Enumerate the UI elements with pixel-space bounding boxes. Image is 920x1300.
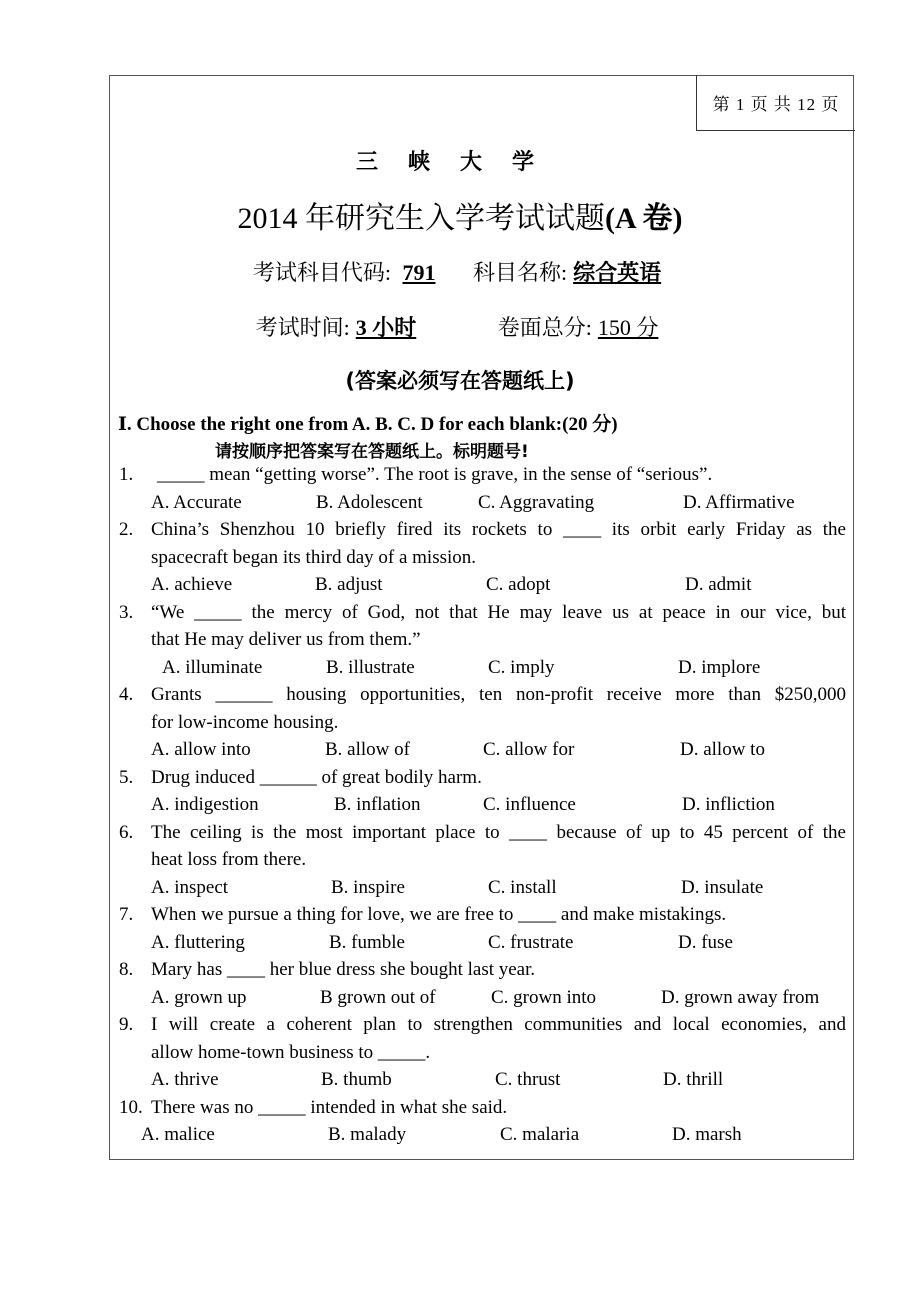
answer-option: D. allow to bbox=[680, 739, 765, 760]
answer-note: (答案必须写在答题纸上) bbox=[345, 369, 575, 393]
question-number: 8. bbox=[119, 959, 134, 980]
question-text: I will create a coherent plan to strengthen communities and local economies, and bbox=[151, 1014, 846, 1035]
total-label: 卷面总分: bbox=[497, 315, 592, 340]
answer-option: C. frustrate bbox=[488, 931, 574, 953]
total-value: 150 分 bbox=[597, 315, 659, 340]
time-label: 考试时间: bbox=[255, 315, 350, 340]
answer-option: D. thrill bbox=[663, 1069, 724, 1090]
answer-option: A. fluttering bbox=[151, 931, 245, 953]
answer-option: C. malaria bbox=[500, 1124, 580, 1145]
question-text: _____ mean “getting worse”. The root is grave, in the sense of “serious”. bbox=[157, 464, 713, 485]
question-text: There was no _____ intended in what she said. bbox=[151, 1096, 508, 1118]
page-indicator: 第 1 页 共 12 页 bbox=[696, 75, 855, 131]
subject-name-label: 科目名称: bbox=[472, 260, 568, 285]
exam-meta bbox=[0, 311, 920, 342]
time-value: 3 小时 bbox=[355, 315, 417, 340]
answer-option: B. inflation bbox=[334, 794, 421, 815]
answer-option: C. imply bbox=[488, 656, 555, 678]
exam-paper-label: (A 卷) bbox=[605, 202, 683, 235]
question-number: 9. bbox=[119, 1014, 134, 1035]
answer-option: A. grown up bbox=[151, 986, 247, 1008]
answer-option: D. implore bbox=[678, 656, 761, 678]
question-text: Mary has ____ her blue dress she bought last year. bbox=[151, 959, 536, 980]
exam-title bbox=[0, 193, 920, 237]
answer-option: B. inspire bbox=[331, 876, 405, 898]
question-text: for low-income housing. bbox=[151, 711, 339, 733]
question-number: 5. bbox=[119, 766, 134, 788]
answer-option: D. grown away from bbox=[661, 986, 820, 1008]
answer-option: C. allow for bbox=[483, 739, 575, 760]
answer-option: D. Affirmative bbox=[683, 491, 795, 513]
question-text: “We _____ the mercy of God, not that He may leave us at peace in our vice, but bbox=[151, 601, 846, 623]
question-text: When we pursue a thing for love, we are free to ____ and make mistakings. bbox=[151, 904, 727, 925]
subject-code-label: 考试科目代码: bbox=[252, 260, 391, 285]
question-text: The ceiling is the most important place to ____ because of up to 45 percent of the bbox=[151, 821, 846, 843]
answer-option: A. thrive bbox=[151, 1069, 219, 1090]
answer-option: C. influence bbox=[483, 794, 576, 815]
answer-option: D. infliction bbox=[682, 794, 775, 815]
question-number: 6. bbox=[119, 821, 134, 843]
answer-option: A. indigestion bbox=[151, 794, 259, 815]
answer-option: A. illuminate bbox=[162, 656, 263, 678]
answer-option: B grown out of bbox=[320, 986, 436, 1008]
section-instruction: 请按顺序把答案写在答题纸上。标明题号! bbox=[215, 442, 529, 462]
answer-option: B. Adolescent bbox=[316, 491, 423, 513]
question-text: Grants ______ housing opportunities, ten non-profit receive more than $250,000 bbox=[151, 684, 846, 705]
question-number: 4. bbox=[119, 684, 134, 705]
answer-option: D. insulate bbox=[681, 876, 764, 898]
question-number: 3. bbox=[119, 601, 134, 623]
answer-option: A. inspect bbox=[151, 876, 229, 898]
answer-option: C. Aggravating bbox=[478, 491, 595, 513]
subject-name: 综合英语 bbox=[573, 260, 662, 285]
question-text: Drug induced ______ of great bodily harm. bbox=[151, 766, 482, 788]
answer-option: D. admit bbox=[685, 574, 752, 595]
answer-option: B. malady bbox=[328, 1124, 407, 1145]
section-title: Ⅰ. Choose the right one from A. B. C. D for each blank:(20 分) bbox=[118, 414, 618, 435]
answer-option: C. adopt bbox=[486, 574, 551, 595]
subject-info bbox=[0, 256, 920, 287]
answer-option: A. achieve bbox=[151, 574, 233, 595]
question-text: heat loss from there. bbox=[151, 849, 307, 870]
question-text: that He may deliver us from them.” bbox=[151, 629, 421, 650]
answer-option: C. thrust bbox=[495, 1069, 561, 1090]
answer-option: B. allow of bbox=[325, 739, 410, 760]
question-text: spacecraft began its third day of a mission. bbox=[151, 546, 477, 568]
subject-code: 791 bbox=[402, 260, 436, 285]
question-text: China’s Shenzhou 10 briefly fired its rockets to ____ its orbit early Friday as the bbox=[151, 519, 846, 540]
question-number: 2. bbox=[119, 519, 134, 540]
answer-option: C. install bbox=[488, 876, 557, 898]
answer-option: B. adjust bbox=[315, 574, 383, 595]
answer-option: C. grown into bbox=[491, 986, 597, 1008]
answer-option: A. allow into bbox=[151, 739, 251, 760]
answer-option: D. fuse bbox=[678, 931, 733, 953]
answer-option: A. Accurate bbox=[151, 491, 242, 513]
answer-option: B. illustrate bbox=[326, 656, 415, 678]
question-text: allow home-town business to _____. bbox=[151, 1041, 431, 1063]
exam-title-main: 2014 年研究生入学考试试题 bbox=[237, 202, 605, 235]
school-name: 三峡大学 bbox=[355, 150, 564, 175]
answer-option: A. malice bbox=[141, 1124, 215, 1145]
answer-option: B. thumb bbox=[321, 1069, 392, 1090]
question-number: 1. bbox=[119, 464, 134, 485]
answer-option: B. fumble bbox=[329, 931, 405, 953]
question-number: 7. bbox=[119, 904, 134, 925]
question-number: 10. bbox=[119, 1096, 143, 1118]
answer-option: D. marsh bbox=[672, 1124, 742, 1145]
